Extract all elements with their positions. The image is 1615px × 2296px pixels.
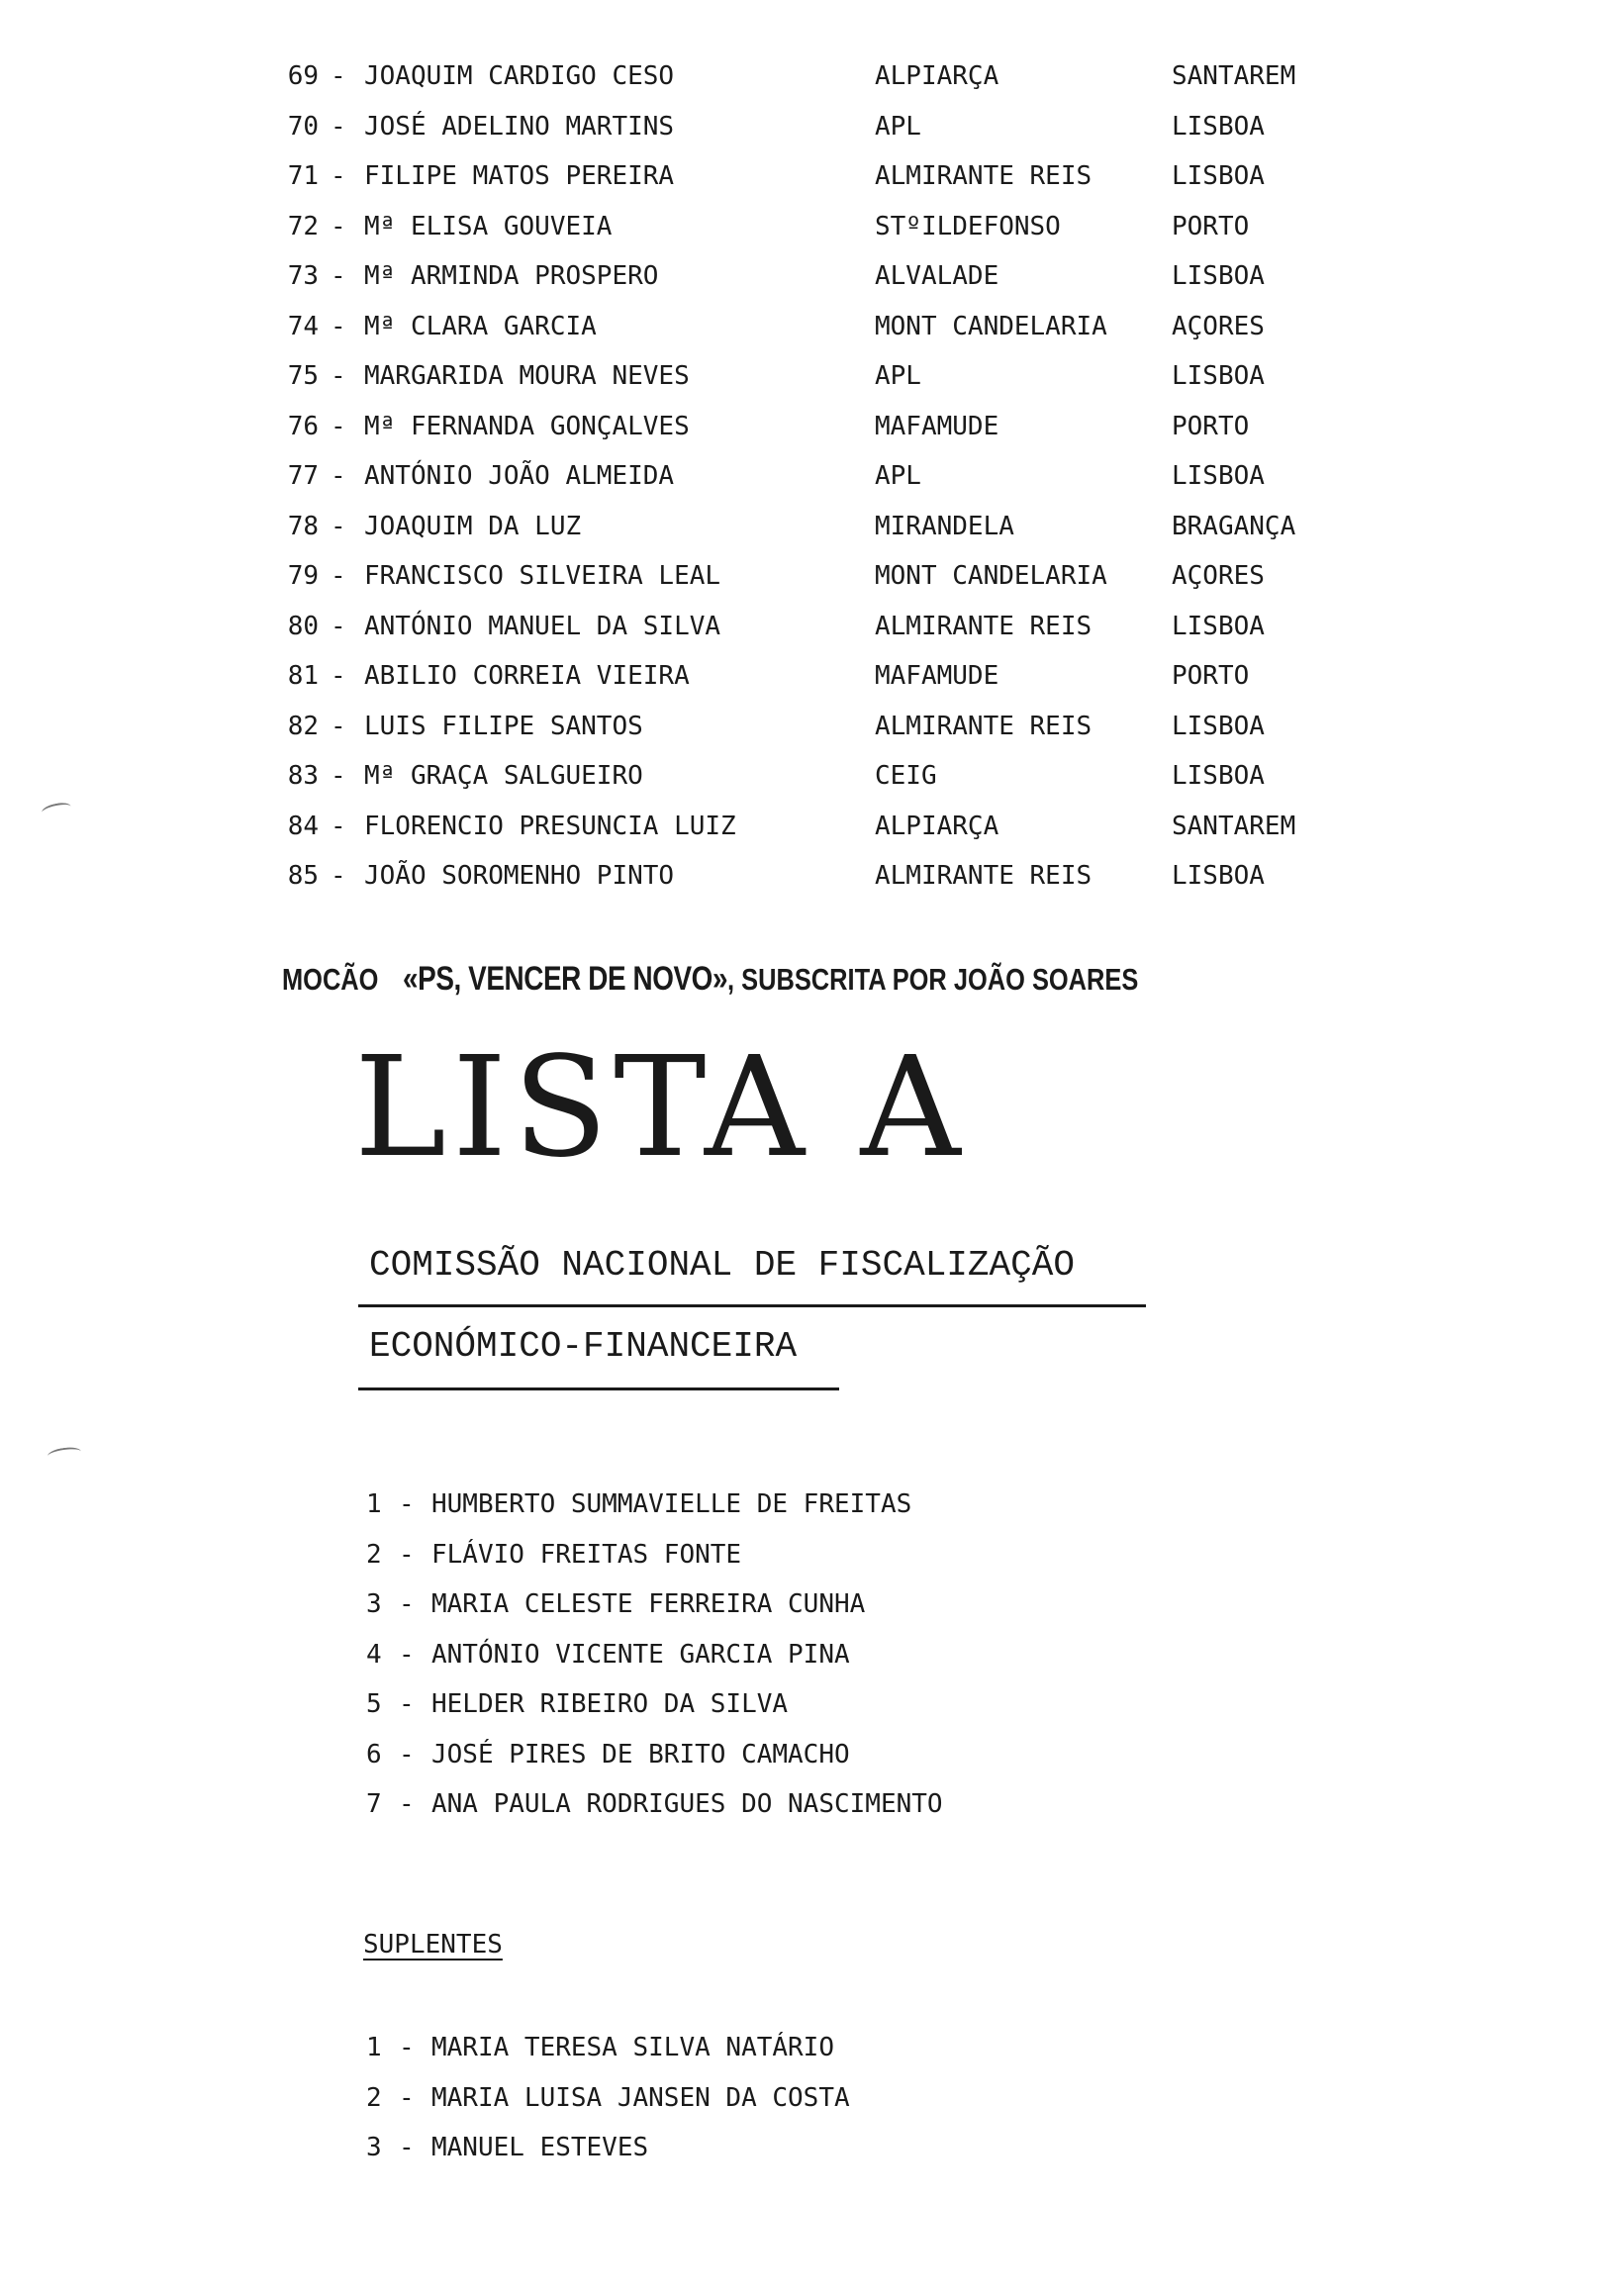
member-name: JOAQUIM DA LUZ: [364, 511, 582, 541]
item-number: 2: [366, 2082, 382, 2113]
member-district: AÇORES: [1172, 561, 1265, 591]
member-district: LISBOA: [1172, 711, 1265, 741]
separator-dash: -: [399, 1589, 415, 1619]
member-district: LISBOA: [1172, 861, 1265, 891]
member-number: 78: [287, 511, 319, 541]
member-name: ANTÓNIO JOÃO ALMEIDA: [364, 461, 675, 491]
separator-dash: -: [331, 561, 346, 591]
member-section: ALVALADE: [875, 261, 999, 291]
separator-dash: -: [331, 661, 346, 691]
commission-title-line2: ECONÓMICO-FINANCEIRA: [369, 1326, 798, 1367]
separator-dash: -: [331, 811, 346, 841]
member-number: 73: [287, 261, 319, 291]
member-number: 71: [287, 161, 319, 191]
member-number: 85: [287, 861, 319, 891]
member-section: ALPIARÇA: [875, 61, 999, 91]
member-section: STºILDEFONSO: [875, 211, 1061, 241]
member-number: 79: [287, 561, 319, 591]
member-section: MIRANDELA: [875, 511, 1014, 541]
member-district: PORTO: [1172, 411, 1250, 441]
member-section: MONT CANDELARIA: [875, 561, 1107, 591]
member-section: ALMIRANTE REIS: [875, 861, 1092, 891]
separator-dash: -: [331, 861, 346, 891]
motion-suffix: , SUBSCRITA POR JOÃO SOARES: [727, 962, 1139, 997]
member-section: ALPIARÇA: [875, 811, 999, 841]
member-name: Mª ELISA GOUVEIA: [364, 211, 613, 241]
member-name: MARGARIDA MOURA NEVES: [364, 361, 690, 391]
member-name: LUIS FILIPE SANTOS: [364, 711, 643, 741]
member-number: 74: [287, 311, 319, 341]
member-section: APL: [875, 361, 921, 391]
motion-title: «PS, VENCER DE NOVO»: [403, 960, 728, 998]
item-number: 3: [366, 1589, 382, 1619]
item-number: 5: [366, 1689, 382, 1719]
member-number: 81: [287, 661, 319, 691]
item-number: 6: [366, 1739, 382, 1770]
separator-dash: -: [331, 111, 346, 142]
member-district: SANTAREM: [1172, 811, 1296, 841]
member-name: Mª GRAÇA SALGUEIRO: [364, 761, 643, 791]
item-name: MANUEL ESTEVES: [431, 2133, 649, 2162]
member-district: LISBOA: [1172, 161, 1265, 191]
member-district: LISBOA: [1172, 461, 1265, 491]
member-name: JOÃO SOROMENHO PINTO: [364, 861, 675, 891]
member-district: PORTO: [1172, 211, 1250, 241]
member-number: 83: [287, 761, 319, 791]
commission-title-line1: COMISSÃO NACIONAL DE FISCALIZAÇÃO: [369, 1245, 1075, 1286]
member-number: 82: [287, 711, 319, 741]
member-number: 76: [287, 411, 319, 441]
member-number: 80: [287, 611, 319, 641]
member-section: MAFAMUDE: [875, 411, 999, 441]
member-district: SANTAREM: [1172, 61, 1296, 91]
item-number: 1: [366, 2033, 382, 2062]
member-number: 72: [287, 211, 319, 241]
separator-dash: -: [399, 1689, 415, 1719]
member-section: MONT CANDELARIA: [875, 311, 1107, 341]
member-district: BRAGANÇA: [1172, 511, 1296, 541]
separator-dash: -: [331, 311, 346, 341]
member-district: AÇORES: [1172, 311, 1265, 341]
item-name: JOSÉ PIRES DE BRITO CAMACHO: [431, 1739, 850, 1770]
member-name: JOSÉ ADELINO MARTINS: [364, 111, 675, 142]
scan-mark: [41, 801, 72, 818]
member-district: PORTO: [1172, 661, 1250, 691]
suplentes-heading: SUPLENTES: [363, 1930, 503, 1960]
motion-headline: [282, 960, 1138, 999]
member-name: Mª CLARA GARCIA: [364, 311, 597, 341]
separator-dash: -: [331, 711, 346, 741]
member-section: MAFAMUDE: [875, 661, 999, 691]
item-number: 2: [366, 1539, 382, 1570]
item-name: HUMBERTO SUMMAVIELLE DE FREITAS: [431, 1489, 912, 1519]
member-number: 70: [287, 111, 319, 142]
separator-dash: -: [331, 361, 346, 391]
separator-dash: -: [399, 1789, 415, 1819]
item-name: MARIA LUISA JANSEN DA COSTA: [431, 2082, 850, 2113]
item-name: FLÁVIO FREITAS FONTE: [431, 1539, 742, 1570]
member-district: LISBOA: [1172, 761, 1265, 791]
member-section: ALMIRANTE REIS: [875, 161, 1092, 191]
motion-prefix: MOCÃO: [282, 962, 379, 997]
member-section: CEIG: [875, 761, 937, 791]
separator-dash: -: [399, 1539, 415, 1570]
member-section: APL: [875, 461, 921, 491]
title-underline: [358, 1387, 839, 1390]
member-name: FILIPE MATOS PEREIRA: [364, 161, 675, 191]
member-number: 69: [287, 61, 319, 91]
separator-dash: -: [399, 2082, 415, 2113]
member-name: Mª ARMINDA PROSPERO: [364, 261, 659, 291]
member-section: APL: [875, 111, 921, 142]
separator-dash: -: [399, 1489, 415, 1519]
item-number: 4: [366, 1639, 382, 1670]
separator-dash: -: [331, 411, 346, 441]
separator-dash: -: [331, 511, 346, 541]
separator-dash: -: [399, 2133, 415, 2162]
item-number: 7: [366, 1789, 382, 1819]
separator-dash: -: [331, 161, 346, 191]
member-district: LISBOA: [1172, 111, 1265, 142]
item-name: MARIA TERESA SILVA NATÁRIO: [431, 2033, 834, 2062]
item-name: ANTÓNIO VICENTE GARCIA PINA: [431, 1639, 850, 1670]
item-name: MARIA CELESTE FERREIRA CUNHA: [431, 1589, 866, 1619]
separator-dash: -: [399, 1639, 415, 1670]
member-section: ALMIRANTE REIS: [875, 611, 1092, 641]
separator-dash: -: [331, 61, 346, 91]
separator-dash: -: [331, 461, 346, 491]
separator-dash: -: [331, 611, 346, 641]
item-number: 1: [366, 1489, 382, 1519]
separator-dash: -: [331, 761, 346, 791]
member-number: 77: [287, 461, 319, 491]
member-name: Mª FERNANDA GONÇALVES: [364, 411, 690, 441]
member-number: 84: [287, 811, 319, 841]
member-number: 75: [287, 361, 319, 391]
separator-dash: -: [331, 211, 346, 241]
member-name: FLORENCIO PRESUNCIA LUIZ: [364, 811, 736, 841]
item-number: 3: [366, 2133, 382, 2162]
separator-dash: -: [331, 261, 346, 291]
separator-dash: -: [399, 2033, 415, 2062]
member-name: JOAQUIM CARDIGO CESO: [364, 61, 675, 91]
member-district: LISBOA: [1172, 261, 1265, 291]
member-section: ALMIRANTE REIS: [875, 711, 1092, 741]
title-underline: [358, 1304, 1146, 1307]
item-name: ANA PAULA RODRIGUES DO NASCIMENTO: [431, 1789, 943, 1819]
scan-mark: [47, 1446, 81, 1463]
list-title: LISTA A: [354, 1027, 967, 1189]
member-name: FRANCISCO SILVEIRA LEAL: [364, 561, 721, 591]
separator-dash: -: [399, 1739, 415, 1770]
member-district: LISBOA: [1172, 611, 1265, 641]
member-name: ABILIO CORREIA VIEIRA: [364, 661, 690, 691]
item-name: HELDER RIBEIRO DA SILVA: [431, 1689, 789, 1719]
member-district: LISBOA: [1172, 361, 1265, 391]
member-name: ANTÓNIO MANUEL DA SILVA: [364, 611, 721, 641]
